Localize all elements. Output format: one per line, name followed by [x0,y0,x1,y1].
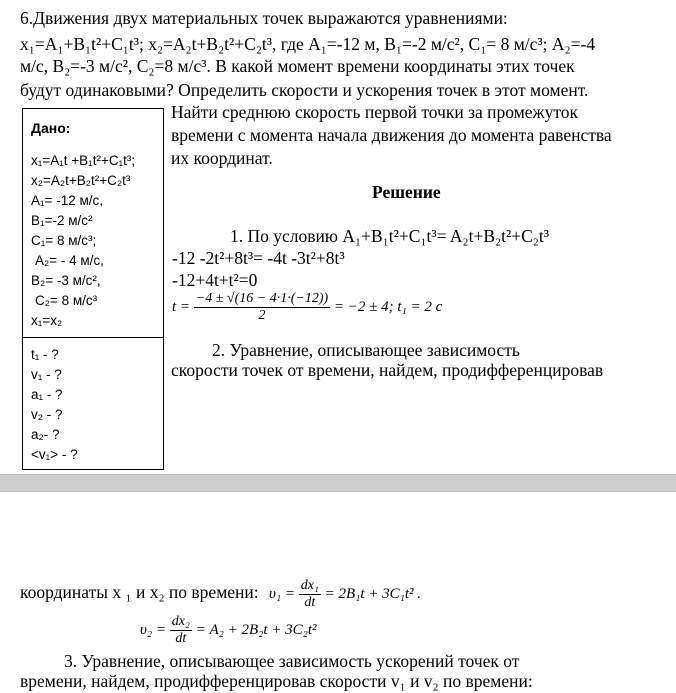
root-formula [172,291,442,324]
solution-equation-1: -12 -2t²+8t³= -4t -3t²+8t³ [172,248,345,268]
solution-step-2-line-2: скорости точек от времени, найдем, продифференцировав [171,360,604,380]
root-denominator: 2 [258,308,266,323]
velocity-1-numerator: dx₁ [300,578,319,593]
given-box [22,108,164,470]
solution-equation-2: -12+4t+t²=0 [172,270,258,290]
solution-step-3-line-1: 3. Уравнение, описывающее зависимость ускорений точек от [64,651,520,671]
velocity-2-numerator: dx₂ [171,614,190,629]
find-line: t₁ - ? [31,347,59,362]
solution-heading: Решение [372,182,441,202]
solution-step-2-line-1: 2. Уравнение, описывающее зависимость [212,340,520,360]
page-break-bar [0,474,676,492]
find-line: a₁ - ? [31,387,63,402]
velocity-1-fraction [299,578,321,611]
given-line: C₁= 8 м/с³; [31,233,97,248]
given-line: x₂=A₂t+B₂t²+C₂t³ [31,173,131,188]
solution-step-2-line-3 [20,578,421,611]
velocity-2-fraction [170,614,192,647]
given-line: x₁=A₁t +B₁t²+C₁t³; [31,153,136,168]
given-header: Дано: [31,120,71,136]
given-line: C₂= 8 м/с³ [35,293,98,308]
given-line: A₁= -12 м/с, [31,193,103,208]
velocity-2-denominator: dt [175,631,187,646]
problem-line-2: x₁=A₁+B₁t²+C₁t³; x₂=A₂t+B₂t²+C₂t³, где A₁=-12 м, B₁=-2 м/с², C₁= 8 м/с³; A₂=-4 [20,34,596,54]
problem-line-4: будут одинаковыми? Определить скорости и ускорения точек в этот момент. [20,80,589,100]
problem-line-7: их координат. [171,148,273,168]
given-line: A₂= - 4 м/с, [35,253,104,268]
given-separator [23,337,163,338]
velocity-1-lhs: υ₁ = [269,585,295,602]
velocity-2-lhs: υ₂ = [140,621,166,638]
find-line: a₂- ? [31,427,60,442]
find-line: v₁ - ? [31,367,62,382]
find-line: v₂ - ? [31,407,63,422]
given-line: B₁=-2 м/с² [31,213,93,228]
root-fraction [194,291,330,324]
given-line: x₁=x₂ [31,313,63,328]
velocity-2-rhs: = A₂ + 2B₂t + 3C₂t² [195,621,317,638]
problem-line-5: Найти среднюю скорость первой точки за промежуток [171,102,579,122]
problem-line-6: времени с момента начала движения до момента равенства [171,125,612,145]
root-lhs: t = [172,298,191,315]
find-line: <v₁> - ? [31,447,78,462]
root-numerator: −4 ± √(16 − 4·1·(−12)) [195,291,329,306]
velocity-2-formula [140,614,317,647]
given-line: B₂= -3 м/с², [31,273,101,288]
velocity-1-formula [269,578,422,610]
problem-line-1: 6.Движения двух материальных точек выражаются уравнениями: [20,8,508,28]
solution-step-3-line-2: времени, найдем, продифференцировав скорости v₁ и v₂ по времени: [20,671,533,691]
step-2-text: координаты x ₁ и x₂ по времени: [20,581,259,602]
solution-step-1: 1. По условию A₁+B₁t²+C₁t³= A₂t+B₂t²+C₂t³ [230,226,549,246]
problem-line-3: м/с, B₂=-3 м/с², C₂=8 м/с³. В какой момент времени координаты этих точек [20,56,575,76]
root-rhs: = −2 ± 4; t₁ = 2 c [333,298,443,315]
velocity-1-rhs: = 2B₁t + 3C₁t² . [324,585,422,602]
velocity-1-denominator: dt [304,595,316,610]
